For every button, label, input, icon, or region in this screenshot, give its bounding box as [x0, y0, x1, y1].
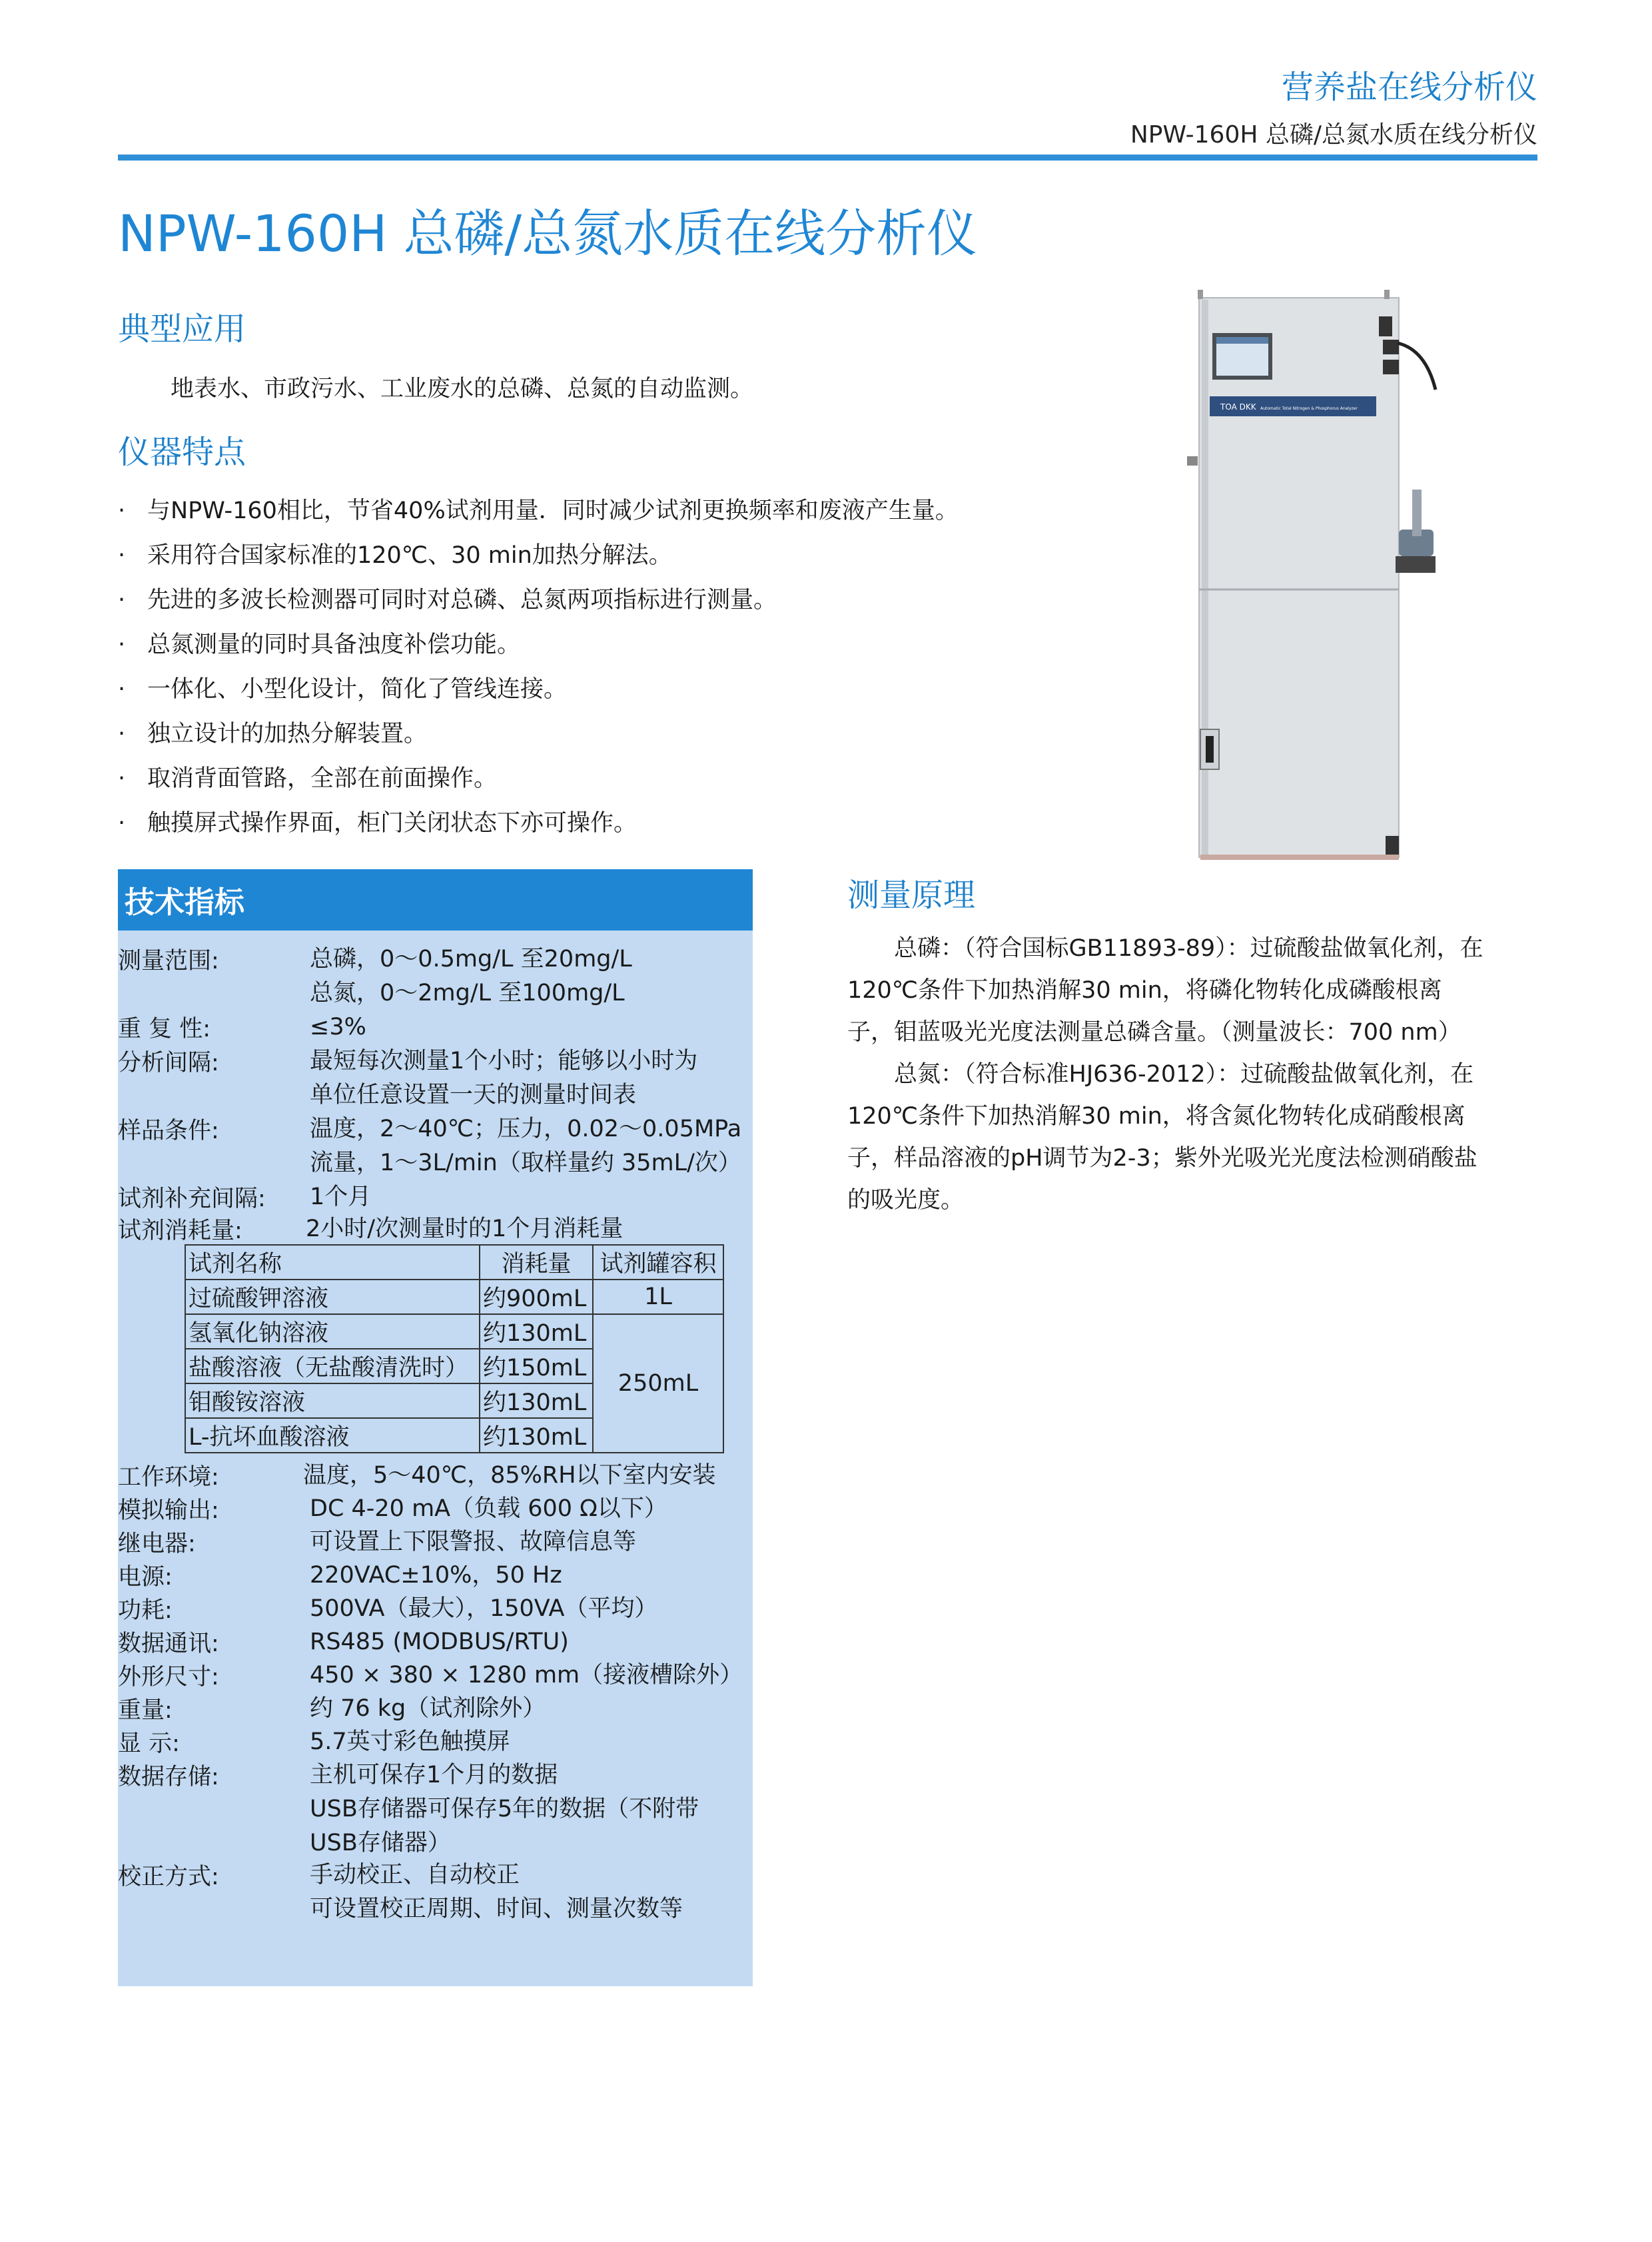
feature-item: · 触摸屏式操作界面，柜门关闭状态下亦可操作。	[118, 810, 637, 837]
table-header-row: 试剂名称 消耗量 试剂罐容积	[185, 1245, 723, 1280]
feature-item: · 取消背面管路，全部在前面操作。	[118, 765, 498, 792]
feature-item: · 总氮测量的同时具备浊度补偿功能。	[118, 631, 521, 658]
application-text: 地表水、市政污水、工业废水的总磷、总氮的自动监测。	[171, 376, 754, 402]
feature-item: · 与NPW-160相比，节省40%试剂用量．同时减少试剂更换频率和废液产生量。	[118, 498, 959, 524]
table-row: L-抗坏血酸溶液 约130mL	[185, 1418, 723, 1453]
header-rule	[118, 155, 1537, 161]
table-row: 氢氧化钠溶液 约130mL 250mL	[185, 1314, 723, 1349]
table-row: 过硫酸钾溶液 约900mL 1L	[185, 1280, 723, 1314]
product-logo: TOA DKK	[1220, 402, 1256, 412]
features-list	[118, 493, 959, 850]
header-category: 营养盐在线分析仪	[1281, 69, 1537, 106]
application-heading: 典型应用	[118, 310, 246, 348]
feature-item: · 先进的多波长检测器可同时对总磷、总氮两项指标进行测量。	[118, 587, 777, 613]
page-title: NPW-160H 总磷/总氮水质在线分析仪	[118, 204, 978, 263]
feature-item: · 采用符合国家标准的120℃、30 min加热分解法。	[118, 542, 672, 569]
feature-item: · 一体化、小型化设计，简化了管线连接。	[118, 676, 568, 703]
table-row: 盐酸溶液（无盐酸清洗时） 约150mL	[185, 1349, 723, 1383]
principle-heading: 测量原理	[847, 877, 976, 914]
feature-item: · 独立设计的加热分解装置。	[118, 721, 428, 747]
features-heading: 仪器特点	[118, 434, 246, 471]
table-row: 钼酸铵溶液 约130mL	[185, 1383, 723, 1418]
reagent-table	[185, 1244, 724, 1453]
principle-phosphorus: 总磷：（符合国标GB11893-89）：过硫酸盐做氧化剂，在120℃条件下加热消解30 min，将磷化物转化成磷酸根离子，钼蓝吸光光度法测量总磷含量。（测量波长：700 nm）	[847, 935, 1483, 1046]
specs-heading: 技术指标	[125, 885, 245, 920]
principle-nitrogen: 总氮：（符合标准HJ636-2012）：过硫酸盐做氧化剂，在120℃条件下加热消解30 min，将含氮化物转化成硝酸根离子，样品溶液的pH调节为2-3；紫外光吸光光度法检测硝酸盐的吸光度。	[847, 1061, 1477, 1214]
principle-text	[847, 928, 1487, 1222]
product-label: Automatic Total Nitrogen & Phosphorus Analyzer	[1260, 406, 1358, 411]
header-subtitle: NPW-160H 总磷/总氮水质在线分析仪	[1130, 121, 1537, 149]
product-photo	[1186, 290, 1461, 869]
